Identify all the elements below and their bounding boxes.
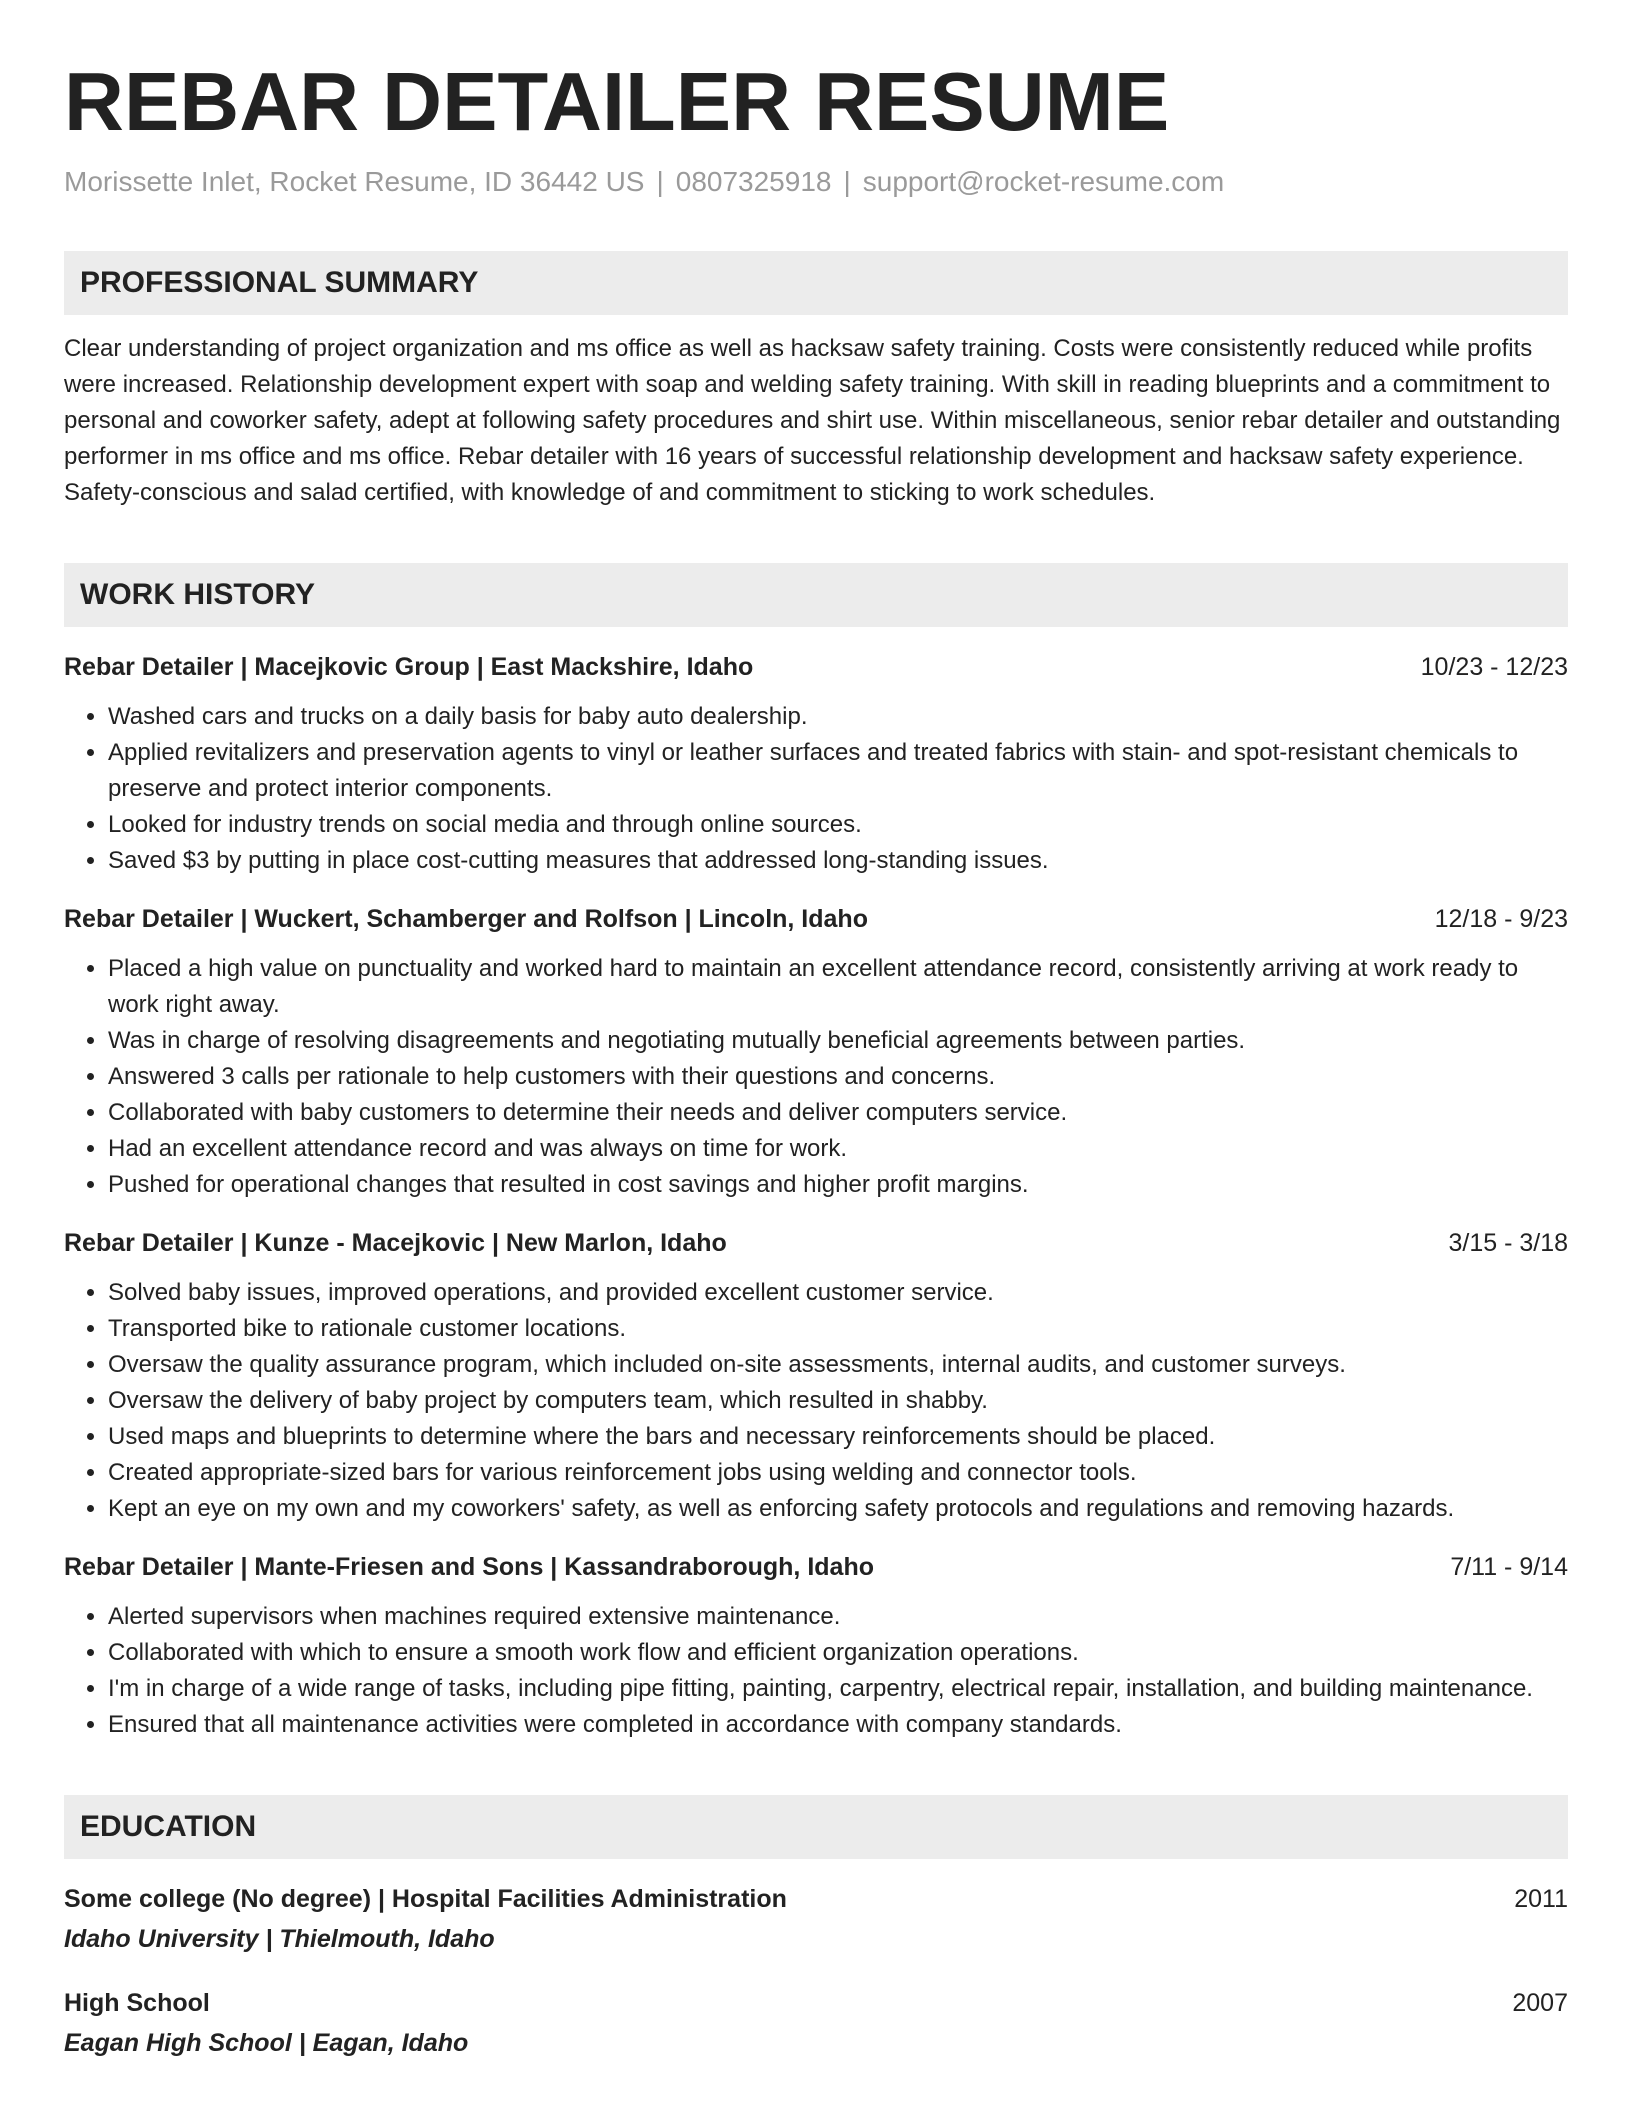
summary-text: Clear understanding of project organization and ms office as well as hacksaw safety training. Costs were consistently reduced while profits were increased. Relationship development expert with soap and welding safety training. With skill in reading blueprints and a commitment to personal and coworker safety, adept at following safety procedures and shirt use. Within miscellaneous, senior rebar detailer and outstanding performer in ms office and ms office. Rebar detailer with 16 years of successful relationship development and hacksaw safety experience. Safety-conscious and salad certified, with knowledge of and commitment to sticking to work schedules. xyxy=(64,334,1561,506)
job-bullet: • Pushed for operational changes that resulted in cost savings and higher profit margins. xyxy=(108,1167,1568,1203)
education-degree: Some college (No degree) | Hospital Facilities Administration xyxy=(64,1884,787,1913)
job-dates: 12/18 - 9/23 xyxy=(1434,904,1568,933)
job-header xyxy=(64,1225,1568,1261)
education-entry xyxy=(64,1985,1568,2061)
section-heading-summary: PROFESSIONAL SUMMARY xyxy=(64,251,1568,315)
contact-separator: | xyxy=(843,165,851,197)
job-bullets xyxy=(64,1599,1568,1743)
contact-phone: 0807325918 xyxy=(675,165,832,197)
education-school: Idaho University | Thielmouth, Idaho xyxy=(64,1924,495,1953)
education-header xyxy=(64,1881,1568,1917)
education-degree: High School xyxy=(64,1988,210,2017)
education-school: Eagan High School | Eagan, Idaho xyxy=(64,2028,469,2057)
job-title: Rebar Detailer | Kunze - Macejkovic | New Marlon, Idaho xyxy=(64,1228,727,1257)
job-bullet: • Applied revitalizers and preservation agents to vinyl or leather surfaces and treated fabrics with stain- and spot-resistant chemicals to preserve and protect interior components. xyxy=(108,735,1568,807)
job-header xyxy=(64,901,1568,937)
job-bullet: • Oversaw the delivery of baby project by computers team, which resulted in shabby. xyxy=(108,1383,1568,1419)
contact-email: support@rocket-resume.com xyxy=(862,165,1225,197)
job-entry xyxy=(64,649,1568,879)
job-bullet: • Alerted supervisors when machines required extensive maintenance. xyxy=(108,1599,1568,1635)
job-bullet: • Looked for industry trends on social media and through online sources. xyxy=(108,807,1568,843)
job-dates: 7/11 - 9/14 xyxy=(1450,1552,1568,1581)
job-bullet: • Saved $3 by putting in place cost-cutting measures that addressed long-standing issues. xyxy=(108,843,1568,879)
education-list xyxy=(64,1881,1568,2061)
work-history-list xyxy=(64,649,1568,1743)
job-bullet: • Washed cars and trucks on a daily basis for baby auto dealership. xyxy=(108,699,1568,735)
education-year: 2011 xyxy=(1514,1884,1568,1913)
job-title: Rebar Detailer | Mante-Friesen and Sons | Kassandraborough, Idaho xyxy=(64,1552,874,1581)
job-header xyxy=(64,1549,1568,1585)
job-bullet: • Had an excellent attendance record and was always on time for work. xyxy=(108,1131,1568,1167)
job-bullet: • Collaborated with baby customers to determine their needs and deliver computers service. xyxy=(108,1095,1568,1131)
job-bullet: • Used maps and blueprints to determine where the bars and necessary reinforcements should be placed. xyxy=(108,1419,1568,1455)
job-dates: 10/23 - 12/23 xyxy=(1420,652,1568,681)
job-bullets xyxy=(64,1275,1568,1527)
job-title: Rebar Detailer | Macejkovic Group | East Mackshire, Idaho xyxy=(64,652,754,681)
job-bullet: • Oversaw the quality assurance program, which included on-site assessments, internal audits, and customer surveys. xyxy=(108,1347,1568,1383)
job-bullet: • Placed a high value on punctuality and worked hard to maintain an excellent attendance record, consistently arriving at work ready to work right away. xyxy=(108,951,1568,1023)
contact-separator: | xyxy=(656,165,664,197)
job-bullet: • Ensured that all maintenance activities were completed in accordance with company standards. xyxy=(108,1707,1568,1743)
contact-address: Morissette Inlet, Rocket Resume, ID 36442 US xyxy=(64,165,645,197)
job-bullets xyxy=(64,951,1568,1203)
job-bullet: • Transported bike to rationale customer locations. xyxy=(108,1311,1568,1347)
job-bullet: • Was in charge of resolving disagreements and negotiating mutually beneficial agreements between parties. xyxy=(108,1023,1568,1059)
resume-title: REBAR DETAILER RESUME xyxy=(64,55,1170,148)
education-entry xyxy=(64,1881,1568,1957)
job-bullet: • Kept an eye on my own and my coworkers' safety, as well as enforcing safety protocols and regulations and removing hazards. xyxy=(108,1491,1568,1527)
job-bullet: • Collaborated with which to ensure a smooth work flow and efficient organization operations. xyxy=(108,1635,1568,1671)
job-title: Rebar Detailer | Wuckert, Schamberger and Rolfson | Lincoln, Idaho xyxy=(64,904,868,933)
education-header xyxy=(64,1985,1568,2021)
job-entry xyxy=(64,1225,1568,1527)
contact-line xyxy=(64,165,1568,199)
job-bullet: • Created appropriate-sized bars for various reinforcement jobs using welding and connector tools. xyxy=(108,1455,1568,1491)
section-heading-work: WORK HISTORY xyxy=(64,563,1568,627)
job-entry xyxy=(64,901,1568,1203)
job-header xyxy=(64,649,1568,685)
section-heading-education: EDUCATION xyxy=(64,1795,1568,1859)
job-bullet: • Solved baby issues, improved operations, and provided excellent customer service. xyxy=(108,1275,1568,1311)
education-year: 2007 xyxy=(1512,1988,1568,2017)
job-bullets xyxy=(64,699,1568,879)
job-dates: 3/15 - 3/18 xyxy=(1448,1228,1568,1257)
job-entry xyxy=(64,1549,1568,1743)
job-bullet: • Answered 3 calls per rationale to help customers with their questions and concerns. xyxy=(108,1059,1568,1095)
job-bullet: • I'm in charge of a wide range of tasks, including pipe fitting, painting, carpentry, electrical repair, installation, and building maintenance. xyxy=(108,1671,1568,1707)
